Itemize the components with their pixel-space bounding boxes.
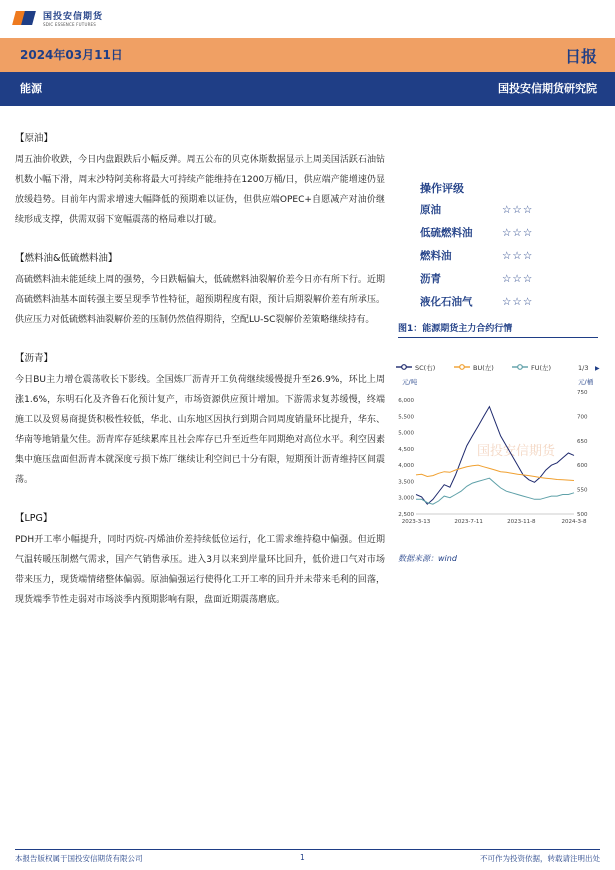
rating-stars: ☆☆☆: [502, 295, 534, 308]
rating-row: [420, 290, 533, 313]
y-right-tick: 750: [577, 390, 588, 396]
y-right-tick: 600: [577, 463, 588, 470]
rating-product: 液化石油气: [420, 296, 473, 308]
y-left-tick: 2,500: [398, 512, 414, 518]
rating-stars: ☆☆☆: [502, 203, 534, 216]
section-text: 高硫燃料油未能延续上周的强势，今日跌幅偏大，低硫燃料油裂解价差今日亦有所下行。近期高硫燃料油基本面转强主要呈现季节性特征，超预期程度有限，预计后期裂解价差有所承压。供应压力对低硫燃料油裂解价差的压制仍然值得期待，空配LU-SC裂解价差策略继续持有。: [15, 275, 385, 325]
y-left-tick: 4,500: [398, 446, 414, 453]
section-fuel-oil: [15, 250, 385, 330]
logo-icon: [14, 9, 38, 27]
rating-product: 原油: [420, 204, 441, 216]
x-tick: 2023-3-13: [401, 519, 431, 525]
legend-label[interactable]: FU(左): [531, 364, 552, 372]
x-tick: 2024-3-8: [561, 519, 587, 525]
section-text: 今日BU主力增仓震荡收长下影线。全国炼厂沥青开工负荷继续缓慢提升至26.9%，环比上周涨1.6%，东明石化及齐鲁石化预计复产，市场资源供应预计增加。下游需求复苏缓慢，终端施工以及贸易商提货积极性较低，华北、山东地区因执行到期合同周度销量环比提升，华东、华南等地销量欠佳。沥青库存延续累库且社会库存已升至近些年同期绝对高位水平。利空因素集中施压盘面但沥青本就深度亏损下炼厂继续让利空间已十分有限，短期预计沥青维持区间震荡。: [15, 375, 385, 485]
rating-panel: [420, 180, 533, 313]
rating-stars: ☆☆☆: [502, 226, 534, 239]
rating-stars: ☆☆☆: [502, 272, 534, 285]
legend-marker[interactable]: [460, 365, 465, 370]
rating-row: [420, 267, 533, 290]
x-tick: 2023-7-11: [454, 519, 483, 525]
section-title: 【原油】: [15, 133, 54, 144]
section-title: 【LPG】: [15, 513, 53, 524]
chart-watermark: 国投安信期货: [477, 444, 556, 459]
legend-marker[interactable]: [518, 365, 523, 370]
page-number: 1: [300, 853, 305, 862]
section-text: PDH开工率小幅提升，同时丙烷-丙烯油价差持续低位运行，化工需求维持稳中偏强。但近期气温转暖压制燃气需求，国产气销售承压。进入3月以来到岸量环比回升，低价进口气对市场带来压力，现货端情绪整体偏弱。原油偏强运行使得化工开工率的回升并未带来毛利的回落，现货端季节性走弱对市场淡季内预期影响有限，盘面近期震荡磨底。: [15, 535, 385, 605]
rating-row: [420, 244, 533, 267]
figure-title: 图1：能源期货主力合约行情: [398, 324, 513, 334]
legend-label[interactable]: SC(右): [415, 364, 436, 372]
y-left-tick: 4,000: [398, 463, 414, 470]
sector-label: 能源: [20, 82, 42, 95]
figure-divider: [398, 337, 598, 338]
rating-row: [420, 221, 533, 244]
energy-futures-chart: [392, 352, 604, 548]
rating-product: 沥青: [420, 273, 441, 285]
figure-source: 数据来源：wind: [398, 554, 457, 563]
company-logo: [14, 9, 103, 27]
y-right-tick: 500: [577, 512, 588, 518]
institute-name: 国投安信期货研究院: [498, 82, 597, 95]
rating-product: 低硫燃料油: [420, 227, 473, 239]
section-lpg: [15, 510, 385, 610]
main-content: [15, 130, 385, 630]
y-left-tick: 3,000: [398, 495, 414, 502]
section-title: 【燃料油&低硫燃料油】: [15, 253, 118, 264]
y-right-tick: 650: [577, 438, 588, 445]
left-axis-unit: 元/吨: [402, 378, 418, 386]
legend-page-indicator[interactable]: 1/3: [578, 364, 589, 372]
section-bitumen: [15, 350, 385, 490]
legend-next-icon[interactable]: ▶: [595, 365, 600, 372]
report-type: 日报: [564, 47, 597, 66]
legend-label[interactable]: BU(左): [473, 364, 494, 372]
section-crude: [15, 130, 385, 230]
rating-stars: ☆☆☆: [502, 249, 534, 262]
report-date: 2024年03月11日: [20, 48, 123, 62]
y-left-tick: 3,500: [398, 479, 414, 486]
chart-legend: [396, 363, 551, 372]
footer-divider: [15, 849, 600, 850]
y-right-tick: 700: [577, 414, 588, 421]
footer-copyright: 本报告版权属于国投安信期货有限公司: [15, 854, 143, 863]
y-left-tick: 6,000: [398, 398, 414, 404]
logo-english: SDIC ESSENCE FUTURES: [43, 22, 97, 27]
series-line: [416, 465, 574, 480]
logo-name: 国投安信期货: [43, 12, 104, 22]
x-tick: 2023-11-8: [507, 519, 536, 525]
section-title: 【沥青】: [15, 353, 54, 364]
section-text: 周五油价收跌，今日内盘跟跌后小幅反弹。周五公布的贝克休斯数据显示上周美国活跃石油钻机数小幅下滑，周末沙特阿美称将最大可持续产能维持在1200万桶/日，供应端产能增速仍显放缓趋势。目前年内需求增速大幅降低的预期难以证伪，但供应端OPEC+自愿减产对油价继续形成支撑，供需双弱下宽幅震荡的格局难以打破。: [15, 155, 385, 225]
rating-product: 燃料油: [420, 250, 452, 262]
y-left-tick: 5,500: [398, 414, 414, 421]
y-right-tick: 550: [577, 487, 588, 494]
y-left-tick: 5,000: [398, 430, 414, 437]
legend-marker[interactable]: [402, 365, 407, 370]
rating-row: [420, 198, 533, 221]
right-axis-unit: 元/桶: [578, 378, 594, 386]
rating-title: 操作评级: [420, 182, 464, 195]
footer-disclaimer: 不可作为投资依据，转载请注明出处: [480, 854, 600, 863]
